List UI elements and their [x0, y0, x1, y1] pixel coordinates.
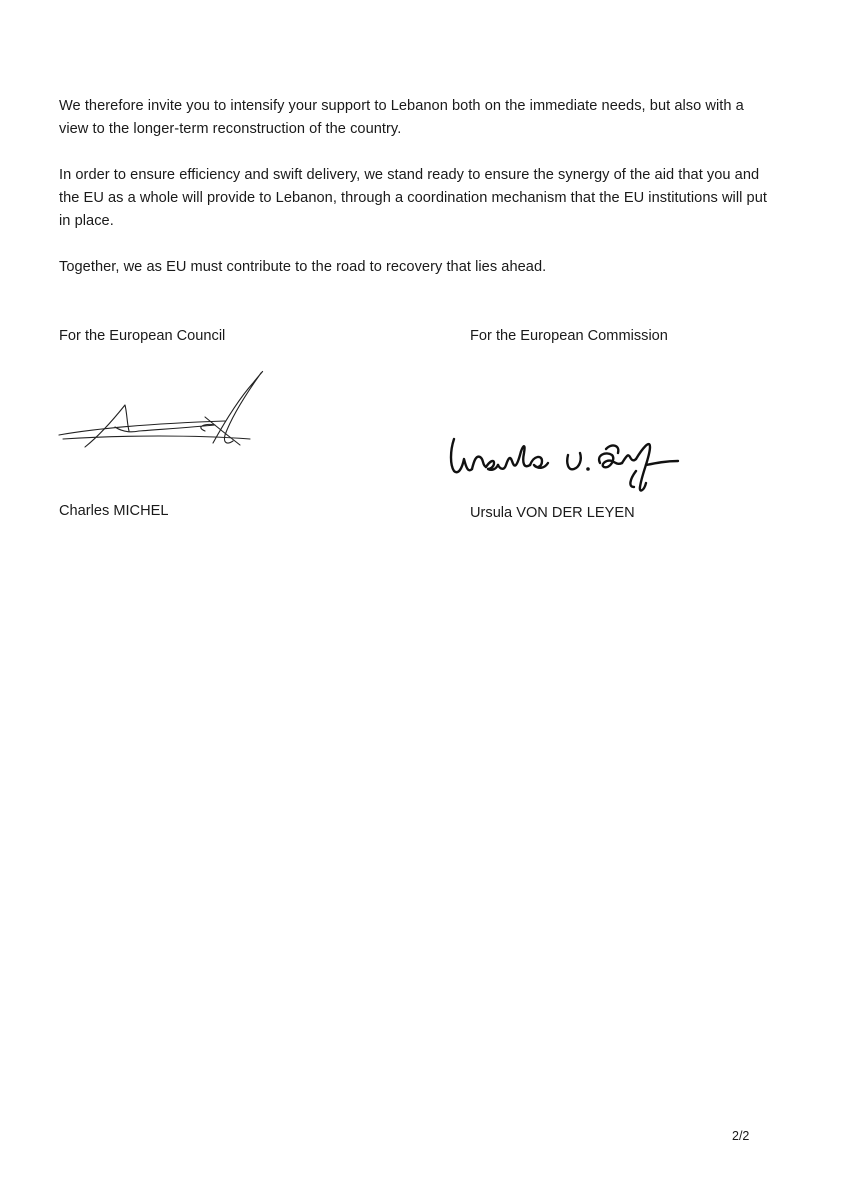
von-der-leyen-name: Ursula VON DER LEYEN: [470, 505, 635, 521]
commission-signatory-label: For the European Commission: [470, 328, 668, 344]
paragraph-closing: Together, we as EU must contribute to the road to recovery that lies ahead.: [59, 259, 547, 275]
paragraph-support-request: We therefore invite you to intensify your support to Lebanon both on the immediate needs, but also with a view to the longer-term reconstruction of the country.: [59, 98, 744, 137]
von-der-leyen-signature: [440, 425, 685, 495]
page-number: 2/2: [732, 1129, 750, 1143]
michel-name: Charles MICHEL: [59, 503, 169, 519]
council-signatory-label: For the European Council: [59, 328, 226, 344]
paragraph-coordination: In order to ensure efficiency and swift delivery, we stand ready to ensure the synergy of the aid that you and the EU as a whole will provide to Lebanon, through a coordination mechanism that the EU institutions will put in place.: [59, 167, 767, 229]
michel-signature: [55, 365, 265, 455]
